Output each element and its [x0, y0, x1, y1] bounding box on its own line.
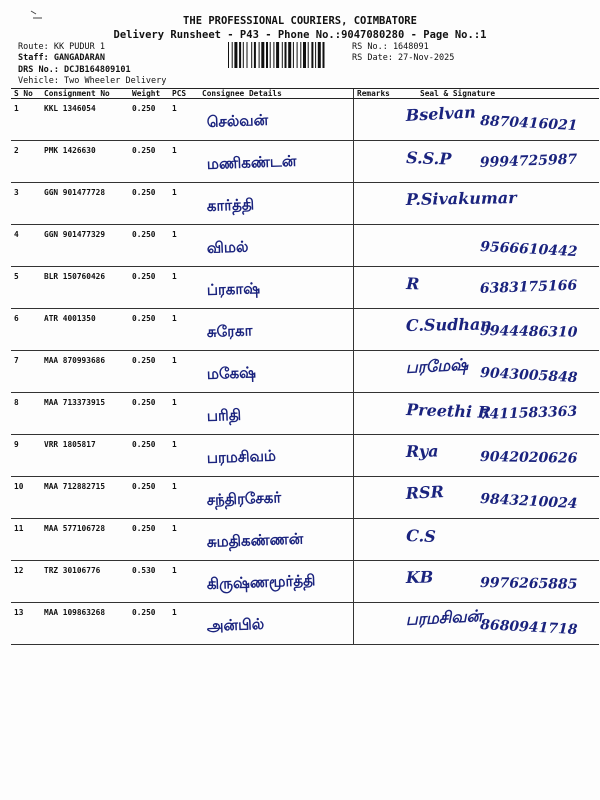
cell-pcs: 1	[169, 519, 199, 561]
signature-handwriting: R	[405, 274, 420, 294]
signature-phone: 9976265885	[479, 575, 578, 593]
cell-remarks	[354, 225, 399, 267]
col-pcs: PCS	[169, 89, 199, 99]
table-row	[11, 351, 599, 393]
cell-signature	[398, 561, 599, 603]
cell-sno: 11	[11, 519, 41, 561]
cell-pcs: 1	[169, 393, 199, 435]
cell-remarks	[354, 519, 399, 561]
signature-phone: 9944486310	[479, 323, 578, 341]
cell-remarks	[354, 603, 399, 645]
cell-remarks	[354, 183, 399, 225]
signature-handwriting: C.Sudhan	[405, 314, 493, 335]
cell-consignment: MAA 577106728	[41, 519, 129, 561]
cell-consignee	[199, 351, 354, 393]
cell-sno: 6	[11, 309, 41, 351]
cell-consignment: TRZ 30106776	[41, 561, 129, 603]
cell-consignment: MAA 712882715	[41, 477, 129, 519]
cell-weight: 0.250	[129, 225, 169, 267]
consignee-handwriting: மணிகண்டன்	[206, 151, 297, 173]
signature-phone: 8870416021	[479, 113, 578, 135]
cell-remarks	[354, 477, 399, 519]
cell-consignee	[199, 225, 354, 267]
table-row	[11, 393, 599, 435]
signature-handwriting: Rya	[405, 441, 439, 461]
cell-sno: 5	[11, 267, 41, 309]
col-signature: Seal & Signature	[398, 89, 599, 99]
route-label: Route: KK PUDUR 1	[18, 42, 105, 52]
cell-weight: 0.250	[129, 309, 169, 351]
signature-handwriting: பரமசிவன்	[405, 606, 483, 629]
signature-handwriting: பரமேஷ்	[405, 354, 469, 377]
rs-date: RS Date: 27-Nov-2025	[352, 53, 455, 63]
cell-sno: 7	[11, 351, 41, 393]
col-weight: Weight	[129, 89, 169, 99]
cell-remarks	[354, 141, 399, 183]
barcode-image	[228, 42, 350, 68]
cell-weight: 0.250	[129, 183, 169, 225]
table-header-row	[11, 89, 599, 99]
table-row	[11, 519, 599, 561]
cell-signature	[398, 267, 599, 309]
cell-remarks	[354, 393, 399, 435]
cell-weight: 0.250	[129, 267, 169, 309]
runsheet-header	[0, 14, 600, 42]
cell-signature	[398, 225, 599, 267]
col-sno: S No	[11, 89, 41, 99]
consignee-handwriting: கார்த்தி	[206, 195, 255, 215]
table-row	[11, 183, 599, 225]
cell-pcs: 1	[169, 141, 199, 183]
consignee-handwriting: சுரேகா	[206, 321, 253, 341]
cell-signature	[398, 309, 599, 351]
col-consignment: Consignment No	[41, 89, 129, 99]
cell-signature	[398, 393, 599, 435]
cell-weight: 0.250	[129, 351, 169, 393]
consignee-handwriting: சந்திரசேகர்	[206, 488, 282, 509]
cell-consignee	[199, 477, 354, 519]
signature-handwriting: KB	[405, 567, 434, 587]
consignee-handwriting: மகேஷ்	[206, 363, 257, 383]
table-row	[11, 225, 599, 267]
cell-weight: 0.250	[129, 393, 169, 435]
cell-pcs: 1	[169, 561, 199, 603]
cell-consignment: BLR 150760426	[41, 267, 129, 309]
consignee-handwriting: ப்ரகாஷ்	[206, 279, 261, 299]
table-row	[11, 477, 599, 519]
staff-label: Staff: GANGADARAN	[18, 53, 105, 63]
signature-handwriting: P.Sivakumar	[405, 188, 517, 209]
table-row	[11, 561, 599, 603]
cell-consignment: MAA 713373915	[41, 393, 129, 435]
table-row	[11, 99, 599, 141]
cell-consignment: MAA 109863268	[41, 603, 129, 645]
consignee-handwriting: அன்பில்	[206, 615, 265, 635]
signature-phone: 9043005848	[479, 365, 578, 387]
drs-label: DRS No.: DCJB164809101	[18, 65, 131, 75]
table-row	[11, 435, 599, 477]
cell-weight: 0.250	[129, 519, 169, 561]
cell-consignee	[199, 393, 354, 435]
cell-pcs: 1	[169, 477, 199, 519]
consignee-handwriting: செல்வன்	[206, 110, 269, 131]
signature-phone: 9994725987	[479, 151, 578, 171]
cell-signature	[398, 603, 599, 645]
cell-consignee	[199, 435, 354, 477]
cell-signature	[398, 141, 599, 183]
cell-signature	[398, 351, 599, 393]
cell-sno: 8	[11, 393, 41, 435]
cell-pcs: 1	[169, 351, 199, 393]
cell-pcs: 1	[169, 435, 199, 477]
cell-consignment: MAA 870993686	[41, 351, 129, 393]
cell-consignee	[199, 99, 354, 141]
cell-remarks	[354, 351, 399, 393]
cell-consignee	[199, 519, 354, 561]
cell-consignment: GGN 901477728	[41, 183, 129, 225]
cell-pcs: 1	[169, 225, 199, 267]
cell-consignee	[199, 267, 354, 309]
signature-phone: 9843210024	[479, 491, 578, 513]
cell-weight: 0.530	[129, 561, 169, 603]
cell-consignee	[199, 183, 354, 225]
rs-number: RS No.: 1648091	[352, 42, 429, 52]
cell-consignment: PMK 1426630	[41, 141, 129, 183]
table-row	[11, 141, 599, 183]
cell-sno: 3	[11, 183, 41, 225]
cell-remarks	[354, 99, 399, 141]
cell-remarks	[354, 561, 399, 603]
consignee-handwriting: பரமசிவம்	[206, 446, 277, 467]
cell-consignee	[199, 603, 354, 645]
cell-signature	[398, 435, 599, 477]
runsheet-subtitle: Delivery Runsheet - P43 - Phone No.:9047080280 - Page No.:1	[113, 29, 487, 41]
signature-phone: 6383175166	[479, 277, 578, 297]
table-row	[11, 309, 599, 351]
cell-consignment: KKL 1346054	[41, 99, 129, 141]
cell-consignment: ATR 4001350	[41, 309, 129, 351]
cell-consignee	[199, 141, 354, 183]
cell-sno: 12	[11, 561, 41, 603]
cell-sno: 9	[11, 435, 41, 477]
cell-sno: 13	[11, 603, 41, 645]
cell-weight: 0.250	[129, 435, 169, 477]
cell-sno: 2	[11, 141, 41, 183]
cell-pcs: 1	[169, 99, 199, 141]
cell-sno: 1	[11, 99, 41, 141]
signature-handwriting: RSR	[405, 482, 445, 503]
cell-weight: 0.250	[129, 141, 169, 183]
signature-handwriting: Preethi R	[405, 400, 492, 422]
cell-pcs: 1	[169, 603, 199, 645]
cell-sno: 4	[11, 225, 41, 267]
cell-signature	[398, 99, 599, 141]
cell-sno: 10	[11, 477, 41, 519]
cell-weight: 0.250	[129, 99, 169, 141]
signature-phone: 7411583363	[479, 403, 578, 423]
consignee-handwriting: கிருஷ்ணமூர்த்தி	[206, 571, 316, 593]
cell-remarks	[354, 435, 399, 477]
signature-handwriting: Bselvan	[405, 102, 477, 125]
cell-remarks	[354, 309, 399, 351]
signature-phone: 8680941718	[479, 617, 578, 639]
cell-signature	[398, 183, 599, 225]
consignee-handwriting: விமல்	[206, 237, 249, 257]
cell-consignee	[199, 309, 354, 351]
cell-pcs: 1	[169, 309, 199, 351]
cell-pcs: 1	[169, 183, 199, 225]
signature-handwriting: C.S	[405, 526, 437, 547]
signature-phone: 9566610442	[479, 239, 578, 261]
signature-handwriting: S.S.P	[405, 148, 452, 169]
consignee-handwriting: பரிதி	[206, 405, 242, 425]
table-row	[11, 267, 599, 309]
signature-phone: 9042020626	[479, 449, 578, 467]
cell-weight: 0.250	[129, 603, 169, 645]
cell-signature	[398, 519, 599, 561]
col-consignee: Consignee Details	[199, 89, 354, 99]
table-row	[11, 603, 599, 645]
col-remarks: Remarks	[354, 89, 399, 99]
cell-weight: 0.250	[129, 477, 169, 519]
company-title: THE PROFESSIONAL COURIERS, COIMBATORE	[183, 15, 417, 27]
cell-consignment: VRR 1805817	[41, 435, 129, 477]
cell-remarks	[354, 267, 399, 309]
runsheet-table	[11, 88, 599, 645]
cell-signature	[398, 477, 599, 519]
cell-consignment: GGN 901477329	[41, 225, 129, 267]
cell-consignee	[199, 561, 354, 603]
vehicle-label: Vehicle: Two Wheeler Delivery	[18, 76, 167, 86]
consignee-handwriting: சுமதிகண்ணன்	[206, 529, 304, 551]
cell-pcs: 1	[169, 267, 199, 309]
